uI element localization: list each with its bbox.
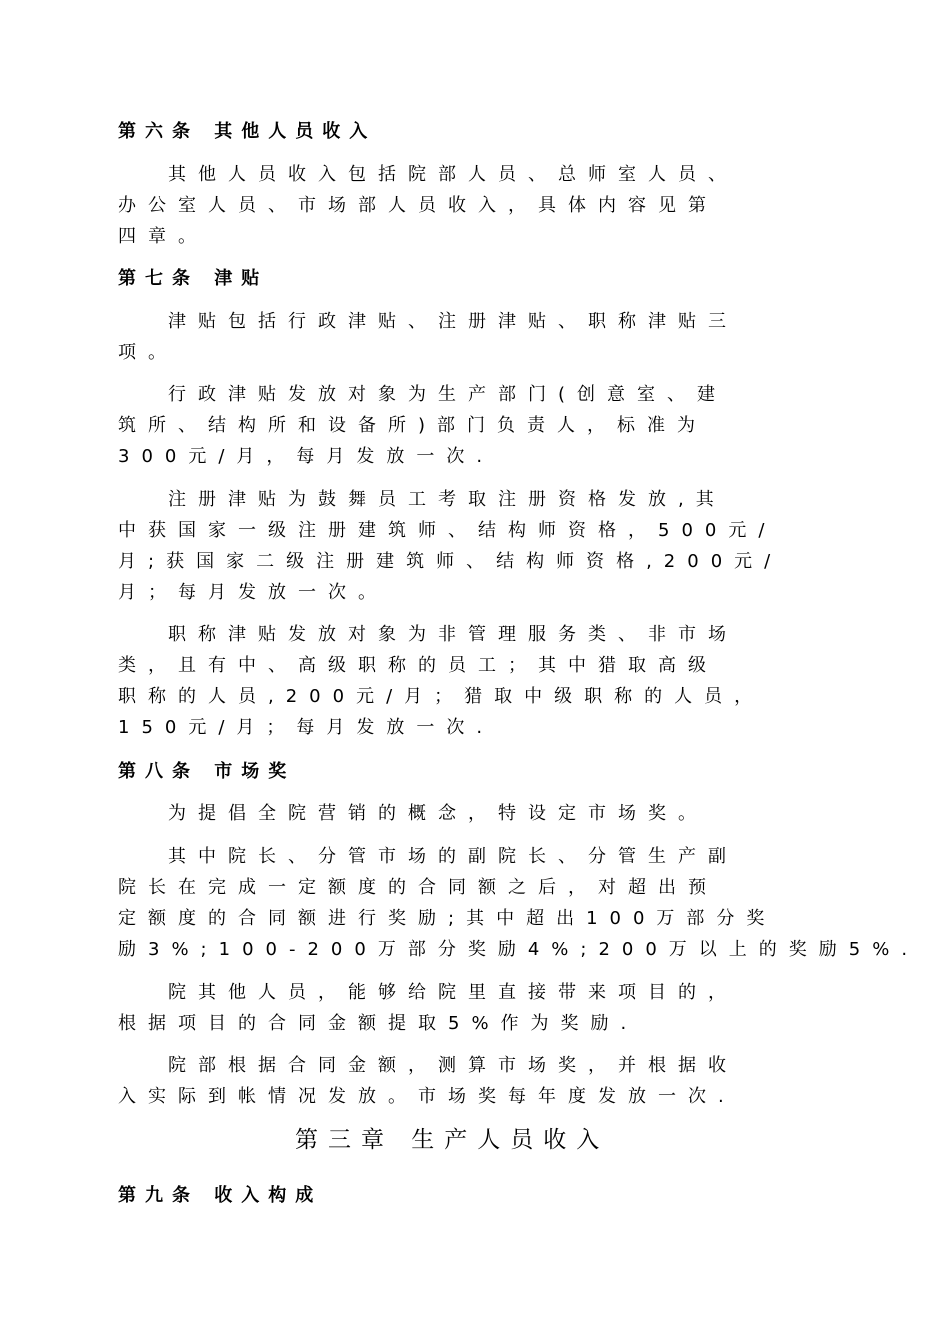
article-8-p1-line-1: 为提倡全院营销的概念，特设定市场奖。 [168, 803, 708, 824]
article-7-p4-line-2: 类，且有中、高级职称的员工；其中猎取高级 [118, 655, 718, 676]
article-9-heading: 第九条 收入构成 [118, 1185, 323, 1206]
article-8-p2-line-2: 院长在完成一定额度的合同额之后，对超出预 [118, 877, 718, 898]
article-7-p1-line-2: 项。 [118, 342, 178, 363]
article-8-p2-line-3: 定额度的合同额进行奖励;其中超出100万部分奖 [118, 908, 777, 929]
article-7-p3-line-2: 中获国家一级注册建筑师、结构师资格，500元/ [118, 520, 777, 541]
article-6-text-line-2: 办公室人员、市场部人员收入，具体内容见第 [118, 195, 718, 216]
article-6-text-line-1: 其他人员收入包括院部人员、总师室人员、 [168, 164, 738, 185]
article-6-text-line-3: 四章。 [118, 226, 208, 247]
article-7-p4-line-4: 150元/月；每月发放一次. [118, 717, 495, 738]
article-8-p2-line-4: 励3%;100-200万部分奖励4%;200万以上的奖励5%. [118, 939, 920, 960]
article-7-p1-line-1: 津贴包括行政津贴、注册津贴、职称津贴三 [168, 311, 738, 332]
article-8-p4-line-2: 入实际到帐情况发放。市场奖每年度发放一次. [118, 1086, 736, 1107]
article-8-p2-line-1: 其中院长、分管市场的副院长、分管生产副 [168, 846, 738, 867]
article-7-p4-line-3: 职称的人员,200元/月；猎取中级职称的人员， [118, 686, 765, 707]
article-7-p3-line-1: 注册津贴为鼓舞员工考取注册资格发放,其 [168, 489, 726, 510]
article-7-p3-line-3: 月;获国家二级注册建筑师、结构师资格,200元/ [118, 551, 783, 572]
article-8-p3-line-1: 院其他人员，能够给院里直接带来项目的， [168, 982, 738, 1003]
article-7-heading: 第七条 津贴 [118, 268, 269, 289]
chapter-3-title: 第三章 生产人员收入 [295, 1127, 610, 1153]
article-7-p3-line-4: 月；每月发放一次。 [118, 582, 388, 603]
article-8-p4-line-1: 院部根据合同金额，测算市场奖，并根据收 [168, 1055, 738, 1076]
article-7-p4-line-1: 职称津贴发放对象为非管理服务类、非市场 [168, 624, 738, 645]
article-7-p2-line-2: 筑所、结构所和设备所)部门负责人，标准为 [118, 415, 708, 436]
article-6-heading: 第六条 其他人员收入 [118, 121, 377, 142]
article-7-p2-line-1: 行政津贴发放对象为生产部门(创意室、建 [168, 384, 728, 405]
article-8-p3-line-2: 根据项目的合同金额提取5%作为奖励. [118, 1013, 639, 1034]
article-8-heading: 第八条 市场奖 [118, 761, 296, 782]
article-7-p2-line-3: 300元/月，每月发放一次. [118, 446, 495, 467]
